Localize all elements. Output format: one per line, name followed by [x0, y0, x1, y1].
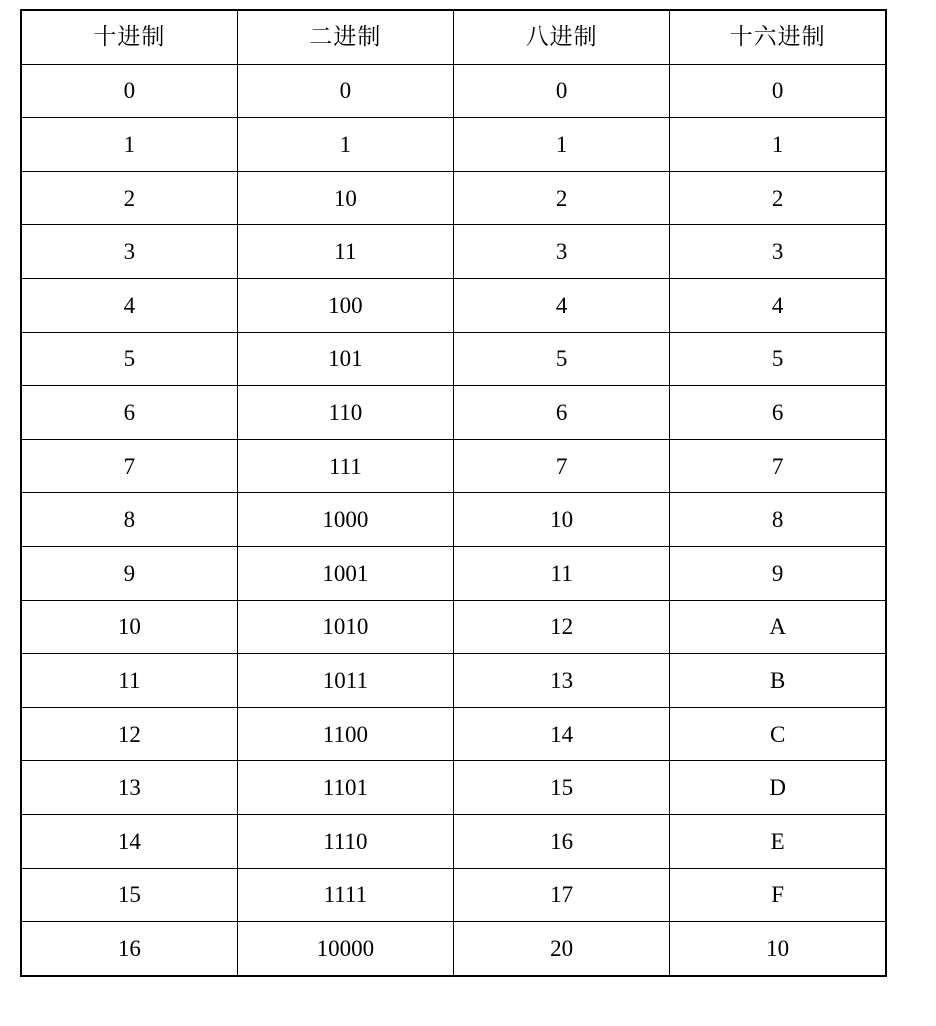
cell-hexadecimal: E: [670, 814, 886, 868]
cell-hexadecimal: 2: [670, 171, 886, 225]
table-row: [21, 707, 886, 761]
cell-decimal: 12: [21, 707, 237, 761]
cell-octal: 12: [454, 600, 670, 654]
cell-decimal: 13: [21, 761, 237, 815]
cell-decimal: 3: [21, 225, 237, 279]
table-row: [21, 118, 886, 172]
table-row: [21, 761, 886, 815]
cell-decimal: 7: [21, 439, 237, 493]
table-row: [21, 278, 886, 332]
header-octal: 八进制: [454, 10, 670, 64]
cell-binary: 1: [237, 118, 453, 172]
cell-binary: 1101: [237, 761, 453, 815]
table-row: [21, 439, 886, 493]
table-row: [21, 922, 886, 976]
cell-binary: 11: [237, 225, 453, 279]
cell-hexadecimal: 5: [670, 332, 886, 386]
cell-binary: 111: [237, 439, 453, 493]
cell-octal: 14: [454, 707, 670, 761]
table-row: [21, 868, 886, 922]
cell-binary: 101: [237, 332, 453, 386]
cell-octal: 4: [454, 278, 670, 332]
cell-binary: 1111: [237, 868, 453, 922]
cell-decimal: 0: [21, 64, 237, 118]
cell-octal: 2: [454, 171, 670, 225]
cell-decimal: 8: [21, 493, 237, 547]
cell-decimal: 2: [21, 171, 237, 225]
table-row: [21, 493, 886, 547]
table-row: [21, 814, 886, 868]
cell-hexadecimal: 3: [670, 225, 886, 279]
cell-binary: 1010: [237, 600, 453, 654]
cell-hexadecimal: A: [670, 600, 886, 654]
cell-binary: 1000: [237, 493, 453, 547]
table-body: [21, 64, 886, 976]
cell-octal: 1: [454, 118, 670, 172]
cell-decimal: 16: [21, 922, 237, 976]
header-binary: 二进制: [237, 10, 453, 64]
table-row: [21, 386, 886, 440]
cell-decimal: 6: [21, 386, 237, 440]
cell-binary: 1110: [237, 814, 453, 868]
table-row: [21, 600, 886, 654]
cell-hexadecimal: C: [670, 707, 886, 761]
number-base-conversion-table: [20, 9, 887, 977]
cell-decimal: 4: [21, 278, 237, 332]
cell-decimal: 15: [21, 868, 237, 922]
cell-hexadecimal: D: [670, 761, 886, 815]
cell-hexadecimal: 1: [670, 118, 886, 172]
cell-hexadecimal: 8: [670, 493, 886, 547]
table-row: [21, 546, 886, 600]
cell-octal: 11: [454, 546, 670, 600]
cell-octal: 6: [454, 386, 670, 440]
header-row: [21, 10, 886, 64]
cell-octal: 15: [454, 761, 670, 815]
cell-hexadecimal: B: [670, 654, 886, 708]
header-decimal: 十进制: [21, 10, 237, 64]
cell-hexadecimal: 9: [670, 546, 886, 600]
cell-hexadecimal: 6: [670, 386, 886, 440]
table-row: [21, 171, 886, 225]
cell-decimal: 11: [21, 654, 237, 708]
cell-octal: 7: [454, 439, 670, 493]
cell-octal: 16: [454, 814, 670, 868]
cell-octal: 10: [454, 493, 670, 547]
cell-octal: 5: [454, 332, 670, 386]
table-row: [21, 654, 886, 708]
table-row: [21, 332, 886, 386]
cell-hexadecimal: 4: [670, 278, 886, 332]
header-hexadecimal: 十六进制: [670, 10, 886, 64]
cell-octal: 20: [454, 922, 670, 976]
cell-decimal: 10: [21, 600, 237, 654]
cell-decimal: 9: [21, 546, 237, 600]
cell-binary: 10: [237, 171, 453, 225]
cell-decimal: 14: [21, 814, 237, 868]
cell-hexadecimal: F: [670, 868, 886, 922]
cell-binary: 100: [237, 278, 453, 332]
cell-binary: 1100: [237, 707, 453, 761]
cell-hexadecimal: 10: [670, 922, 886, 976]
cell-hexadecimal: 7: [670, 439, 886, 493]
cell-binary: 1001: [237, 546, 453, 600]
cell-binary: 10000: [237, 922, 453, 976]
cell-binary: 0: [237, 64, 453, 118]
cell-octal: 17: [454, 868, 670, 922]
cell-octal: 0: [454, 64, 670, 118]
cell-hexadecimal: 0: [670, 64, 886, 118]
cell-octal: 13: [454, 654, 670, 708]
table-header: [21, 10, 886, 64]
cell-decimal: 5: [21, 332, 237, 386]
table-row: [21, 225, 886, 279]
cell-decimal: 1: [21, 118, 237, 172]
table-row: [21, 64, 886, 118]
cell-octal: 3: [454, 225, 670, 279]
cell-binary: 110: [237, 386, 453, 440]
cell-binary: 1011: [237, 654, 453, 708]
